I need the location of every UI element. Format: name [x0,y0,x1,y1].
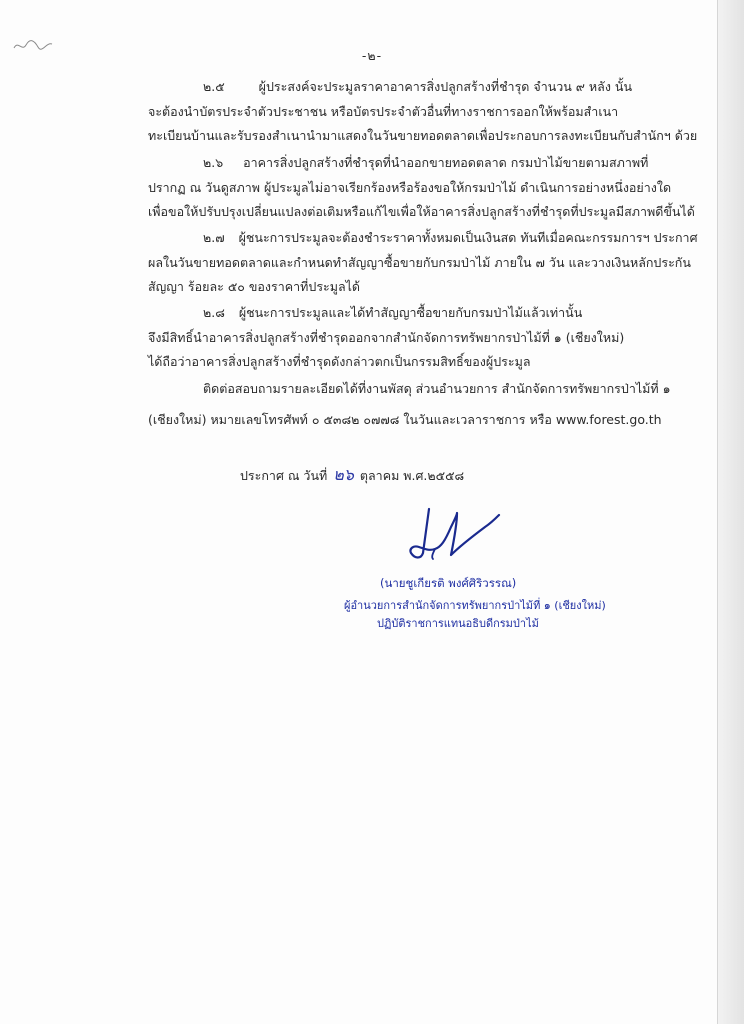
clause-2-7-text-2: ผลในวันขายทอดตลาดและกำหนดทำสัญญาซื้อขายกับกรมป่าไม้ ภายใน ๗ วัน และวางเงินหลักประกัน [148,255,691,270]
clause-2-6-text-2: ปรากฏ ณ วันดูสภาพ ผู้ประมูลไม่อาจเรียกร้องหรือร้องขอให้กรมป่าไม้ ดำเนินการอย่างหนึ่งอย่างใด [148,180,672,195]
clause-2-8-text-1: ผู้ชนะการประมูลและได้ทำสัญญาซื้อขายกับกรมป่าไม้แล้วเท่านั้น [238,305,583,320]
page-edge-shadow [717,0,744,1024]
page-number: -๒- [361,48,383,63]
signatory-acting-capacity: ปฏิบัติราชการแทนอธิบดีกรมป่าไม้ [377,617,539,630]
handwritten-signature [395,505,505,565]
clause-2-7-text-1: ผู้ชนะการประมูลจะต้องชำระราคาทั้งหมดเป็นเงินสด ทันทีเมื่อคณะกรรมการฯ ประกาศ [238,230,698,245]
contact-text-2: (เชียงใหม่) หมายเลขโทรศัพท์ ๐ ๕๓๘๒ ๐๗๗๘ ในวันและเวลาราชการ หรือ www.forest.go.th [148,412,662,427]
clause-2-5-text-3: ทะเบียนบ้านและรับรองสำเนานำมาแสดงในวันขายทอดตลาดเพื่อประกอบการลงทะเบียนกับสำนักฯ ด้วย [148,128,698,143]
clause-2-5-text-2: จะต้องนำบัตรประจำตัวประชาชน หรือบัตรประจำตัวอื่นที่ทางราชการออกให้พร้อมสำเนา [148,104,619,119]
announcement-prefix: ประกาศ ณ วันที่ [240,468,328,483]
clause-2-7-text-3: สัญญา ร้อยละ ๕๐ ของราคาที่ประมูลได้ [148,279,361,294]
announcement-date-line [240,467,464,484]
clause-2-5-text-1: ผู้ประสงค์จะประมูลราคาอาคารสิ่งปลูกสร้างที่ชำรุด จำนวน ๙ หลัง นั้น [258,79,633,94]
clause-2-7-number: ๒.๗ [203,230,225,245]
clause-2-6-text-1: อาคารสิ่งปลูกสร้างที่ชำรุดที่นำออกขายทอดตลาด กรมป่าไม้ขายตามสภาพที่ [243,155,649,170]
announcement-suffix: ตุลาคม พ.ศ.๒๕๕๘ [359,468,465,483]
signatory-position: ผู้อำนวยการสำนักจัดการทรัพยากรป่าไม้ที่ ๑ (เชียงใหม่) [344,599,606,612]
clause-2-8-text-2: จึงมีสิทธิ์นำอาคารสิ่งปลูกสร้างที่ชำรุดออกจากสำนักจัดการทรัพยากรป่าไม้ที่ ๑ (เชียงใหม่) [148,330,625,345]
clause-2-5-number: ๒.๕ [203,79,225,94]
clause-2-8-first-line [203,305,582,321]
handwritten-day: ๒๖ [333,465,354,484]
clause-2-8-text-3: ได้ถือว่าอาคารสิ่งปลูกสร้างที่ชำรุดดังกล่าวตกเป็นกรรมสิทธิ์ของผู้ประมูล [148,354,531,369]
clause-2-8-number: ๒.๘ [203,305,225,320]
clause-2-5-first-line [203,79,632,95]
clause-2-6-number: ๒.๖ [203,155,224,170]
contact-text-1: ติดต่อสอบถามรายละเอียดได้ที่งานพัสดุ ส่วนอำนวยการ สำนักจัดการทรัพยากรป่าไม้ที่ ๑ [203,381,671,396]
signatory-name: (นายชูเกียรติ พงศ์ศิริวรรณ) [380,576,517,590]
clause-2-7-first-line [203,230,698,246]
clause-2-6-first-line [203,155,648,171]
clause-2-6-text-3: เพื่อขอให้ปรับปรุงเปลี่ยนแปลงต่อเติมหรือแก้ไขเพื่อให้อาคารสิ่งปลูกสร้างที่ชำรุดที่ประมูลมีสภาพดีขึ้นได้ [148,204,695,219]
